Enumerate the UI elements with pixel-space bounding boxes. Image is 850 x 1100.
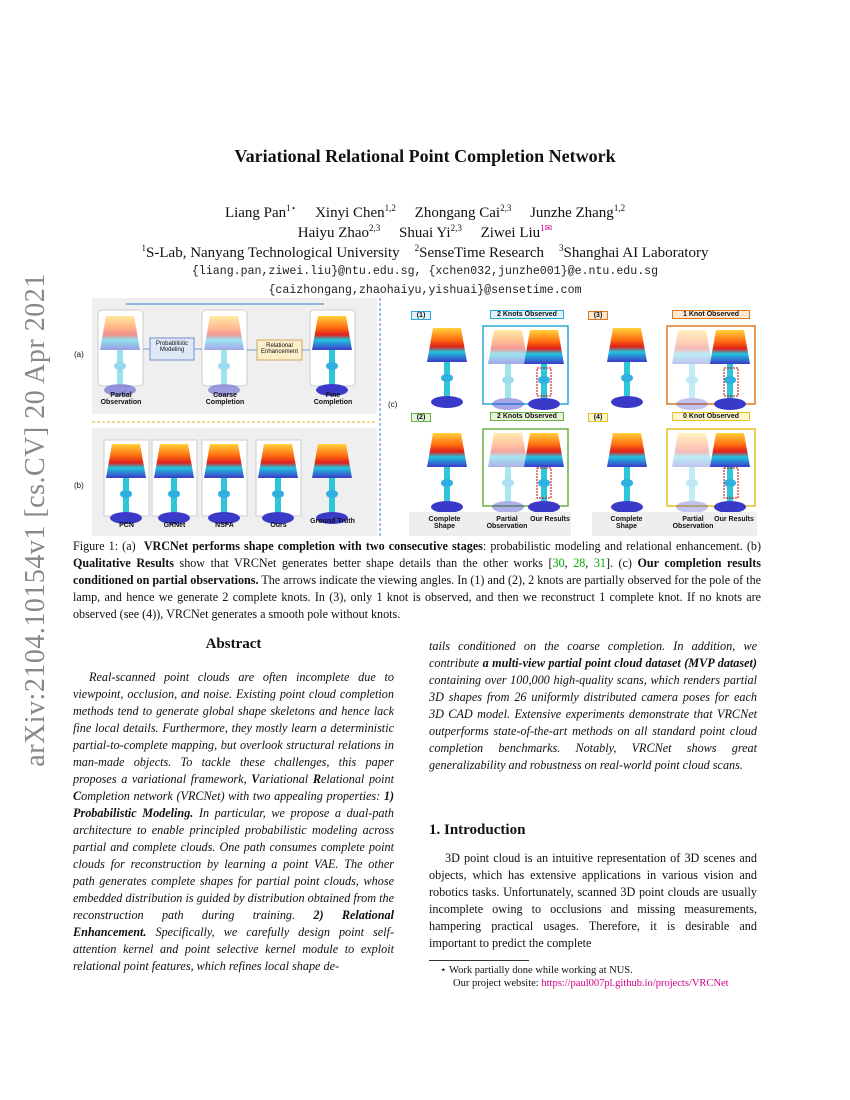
a-coarse-card <box>202 310 247 396</box>
footnote-website: Our project website: https://paul007pl.github.io/projects/VRCNet <box>453 978 729 989</box>
b-nsfa <box>202 440 247 524</box>
author: Haiyu Zhao$^{2,3}$ <box>297 223 381 241</box>
c-footer-label: Complete Shape <box>428 516 461 530</box>
c-item-1 <box>427 326 568 410</box>
abstract-text-continued: tails conditioned on the coarse completion. In addition, we contribute a multi-view partial point cloud dataset (MVP dataset) containing over 100,000 high-quality scans, which renders partial 3D shapes from 26 uniformly distributed camera poses for each 3D CAD model. Extensive experiments demonstrate that VRCNet outperforms state-of-the-art methods on all standard point cloud completion benchmarks. Notably, VRCNet shows great generalizability and robustness on real-world point cloud scans. <box>429 639 757 772</box>
a-partial-card <box>98 310 143 396</box>
c-item-title: 1 Knot Observed <box>672 310 750 319</box>
b-pcn <box>104 440 149 524</box>
c-footer-label: Complete Shape <box>610 516 643 530</box>
author: Xinyi Chen$^{1,2}$ <box>315 203 396 221</box>
a-stage-label: Partial Observation <box>100 392 142 406</box>
a-stage-label: Fine Completion <box>313 392 353 406</box>
b-method-label: PCN <box>119 522 134 529</box>
footnote-rule <box>429 960 529 961</box>
figure-caption: Figure 1: (a) VRCNet performs shape completion with two consecutive stages: probabilistic modeling and relational enhancement. (b) Qualitative Results show that VRCNet generates better shape details than the other works [30, 28, 31]. (c) Our completion results conditioned on partial observations. The arrows indicate the viewing angles. In (1) and (2), 2 knots are partially observed for the pole of the lamp, and hence we generate 2 complete knots. In (3), only 1 knot is observed, and then we reconstruct 1 complete knot. If no knots are observed (see (4)), VRCNet generates a smooth pole without knots. <box>73 539 762 621</box>
panel-b-label: (b) <box>74 481 84 490</box>
arxiv-stamp: arXiv:2104.10154v1 [cs.CV] 20 Apr 2021 <box>20 273 51 767</box>
c-item-3 <box>607 326 755 410</box>
author: Junzhe Zhang$^{1,2}$ <box>530 203 626 221</box>
c-footer-label: Partial Observation <box>486 516 528 530</box>
b-grnet <box>152 440 197 524</box>
c-item-title: 2 Knots Observed <box>490 412 564 421</box>
author: Liang Pan$^{1⋆}$ <box>224 203 297 221</box>
intro-paragraph: 3D point cloud is an intuitive representation of 3D scenes and objects, which has extensive applications in various vision and robotics tasks. Unfortunately, scanned 3D point clouds are usually incomplete owing to occlusions and missing measurements, hampering practical usages. Therefore, it is desirable and important to predict the complete <box>429 851 757 950</box>
c-item-4 <box>607 429 755 513</box>
b-method-label: Ours <box>270 522 287 529</box>
abstract-text: Real-scanned point clouds are often incomplete due to viewpoint, occlusion, and noise. Existing point cloud completion methods tend to generate global shape skeletons and hence lack fine local details. Furthermore, they mostly learn a deterministic partial-to-complete mapping, but overlook structural relations in man-made objects. To tackle these challenges, this paper proposes a variational framework, Variational Relational point Completion network (VRCNet) with two appealing properties: 1) Probabilistic Modeling. In particular, we propose a dual-path architecture to enable principled probabilistic modeling across partial and complete clouds. One path consumes complete point clouds for reconstruction by learning a point VAE. The other path generates complete shapes for partial point clouds, whose embedded distribution is guided by distribution obtained from the reconstruction path during training. 2) Relational Enhancement. Specifically, we carefully design point self-attention kernel and point selective kernel module to exploit relational point features, which refines local shape de- <box>73 670 394 973</box>
c-item-number: (2) <box>411 413 431 422</box>
email-line-1: {liang.pan,ziwei.liu}@ntu.edu.sg, {xchen032,junzhe001}@e.ntu.edu.sg <box>191 265 659 278</box>
author: Ziwei Liu$^{1✉}$ <box>480 223 553 241</box>
figure-1 <box>72 298 762 536</box>
c-item-number: (1) <box>411 311 431 320</box>
b-ours <box>256 440 301 524</box>
a-stage-label: Coarse Completion <box>205 392 245 406</box>
c-item-title: 0 Knot Observed <box>672 412 750 421</box>
affiliations: $^1$S-Lab, Nanyang Technological University $^2$SenseTime Research $^3$Shanghai AI Laboratory <box>141 243 709 261</box>
b-method-label: NSFA <box>215 522 234 529</box>
b-method-label: Ground Truth <box>310 518 355 525</box>
author: Shuai Yi$^{2,3}$ <box>399 223 462 241</box>
intro-heading: 1. Introduction <box>429 822 526 838</box>
c-footer-label: Our Results <box>530 516 570 523</box>
c-item-number: (4) <box>588 413 608 422</box>
author: Zhongang Cai$^{2,3}$ <box>414 203 512 221</box>
c-item-2 <box>427 429 568 513</box>
c-footer-label: Partial Observation <box>672 516 714 530</box>
abstract-heading: Abstract <box>205 636 262 652</box>
panel-c-label: (c) <box>388 400 398 409</box>
a-module-label: Relational Enhancement <box>260 343 299 355</box>
footnote-star: ⋆ Work partially done while working at NUS. <box>440 965 633 976</box>
c-item-title: 2 Knots Observed <box>490 310 564 319</box>
panel-a-label: (a) <box>74 350 84 359</box>
b-method-label: GRNet <box>163 522 186 529</box>
c-footer-label: Our Results <box>714 516 754 523</box>
a-module-label: Probabilistic Modeling <box>155 341 189 353</box>
email-line-2: {caizhongang,zhaohaiyu,yishuai}@sensetime.com <box>268 284 582 297</box>
project-website-link[interactable]: https://paul007pl.github.io/projects/VRCNet <box>541 978 729 989</box>
c-item-number: (3) <box>588 311 608 320</box>
paper-title: Variational Relational Point Completion Network <box>234 146 616 166</box>
a-fine-card <box>310 310 355 396</box>
